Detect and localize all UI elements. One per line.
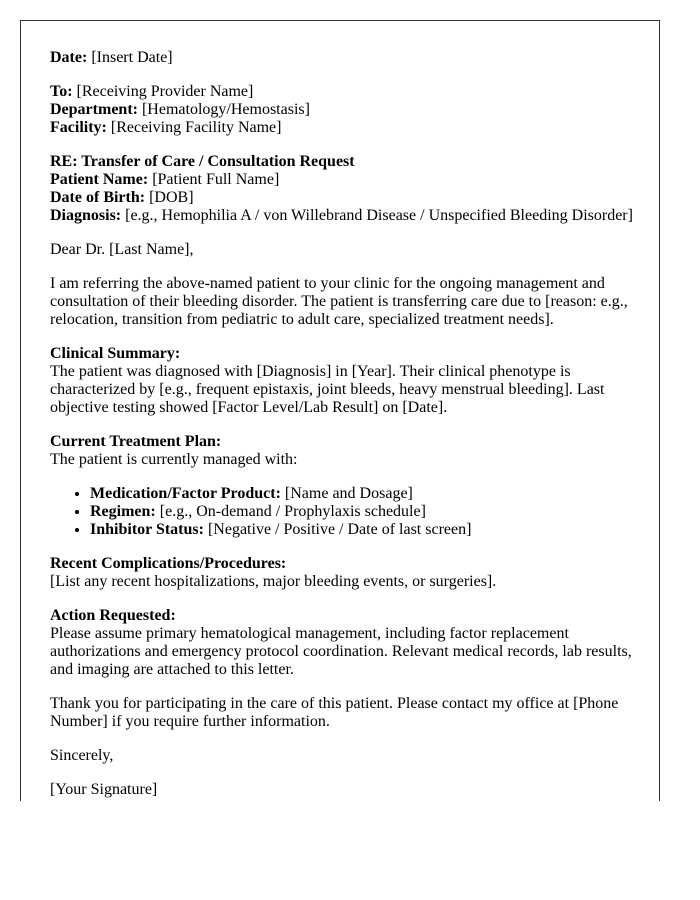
action-text: Please assume primary hematological management, including factor replacement authorizations and emergency protocol coordination. Relevant medical records, lab results, and imaging are attached to this letter. [50,625,632,678]
inhibitor-label: Inhibitor Status: [90,521,204,538]
diagnosis-line [50,207,650,225]
re-subject: RE: Transfer of Care / Consultation Request [50,153,355,170]
treatment-plan-section [50,433,650,469]
patient-name-line [50,171,650,189]
diagnosis-value: [e.g., Hemophilia A / von Willebrand Disease / Unspecified Bleeding Disorder] [125,207,633,224]
patient-name-label: Patient Name: [50,171,149,188]
clinical-summary-section [50,345,650,417]
re-block [50,153,650,225]
dob-value: [DOB] [149,189,194,206]
signature: [Your Signature] [50,781,158,798]
department-line [50,101,650,119]
clinical-summary-text: The patient was diagnosed with [Diagnosis] in [Year]. Their clinical phenotype is characterized by [e.g., frequent epistaxis, joint bleeds, heavy menstrual bleeding]. Last objective testing showed [Factor Level/Lab Result] on [Date]. [50,363,605,416]
to-label: To: [50,83,73,100]
treatment-list [50,485,650,539]
letter-page [20,20,660,801]
complications-section [50,555,650,591]
to-line [50,83,650,101]
dob-line [50,189,650,207]
inhibitor-value: [Negative / Positive / Date of last screen] [207,521,472,538]
intro-paragraph: I am referring the above-named patient to your clinic for the ongoing management and consultation of their bleeding disorder. The patient is transferring care due to [reason: e.g., relocation, transition from pediatric to adult care, specialized treatment needs]. [50,275,628,328]
action-section [50,607,650,679]
date-line [50,49,650,67]
date-value: [Insert Date] [91,49,173,66]
recipient-block [50,83,650,137]
date-label: Date: [50,49,88,66]
patient-name-value: [Patient Full Name] [152,171,280,188]
facility-value: [Receiving Facility Name] [110,119,282,136]
medication-value: [Name and Dosage] [284,485,413,502]
treatment-item-medication [90,485,650,503]
clinical-summary-heading: Clinical Summary: [50,345,181,362]
treatment-item-regimen [90,503,650,521]
salutation: Dear Dr. [Last Name], [50,241,194,258]
complications-text: [List any recent hospitalizations, major bleeding events, or surgeries]. [50,573,497,590]
treatment-plan-text: The patient is currently managed with: [50,451,298,468]
department-value: [Hematology/Hemostasis] [141,101,310,118]
facility-label: Facility: [50,119,107,136]
facility-line [50,119,650,137]
medication-label: Medication/Factor Product: [90,485,281,502]
dob-label: Date of Birth: [50,189,146,206]
action-heading: Action Requested: [50,607,176,624]
treatment-item-inhibitor [90,521,650,539]
regimen-value: [e.g., On-demand / Prophylaxis schedule] [159,503,426,520]
closing: Sincerely, [50,747,114,764]
letter-content [50,49,650,801]
regimen-label: Regimen: [90,503,156,520]
department-label: Department: [50,101,138,118]
complications-heading: Recent Complications/Procedures: [50,555,287,572]
diagnosis-label: Diagnosis: [50,207,122,224]
treatment-plan-heading: Current Treatment Plan: [50,433,222,450]
to-value: [Receiving Provider Name] [76,83,254,100]
closing-paragraph: Thank you for participating in the care of this patient. Please contact my office at [Phone Number] if you require further information. [50,695,619,730]
